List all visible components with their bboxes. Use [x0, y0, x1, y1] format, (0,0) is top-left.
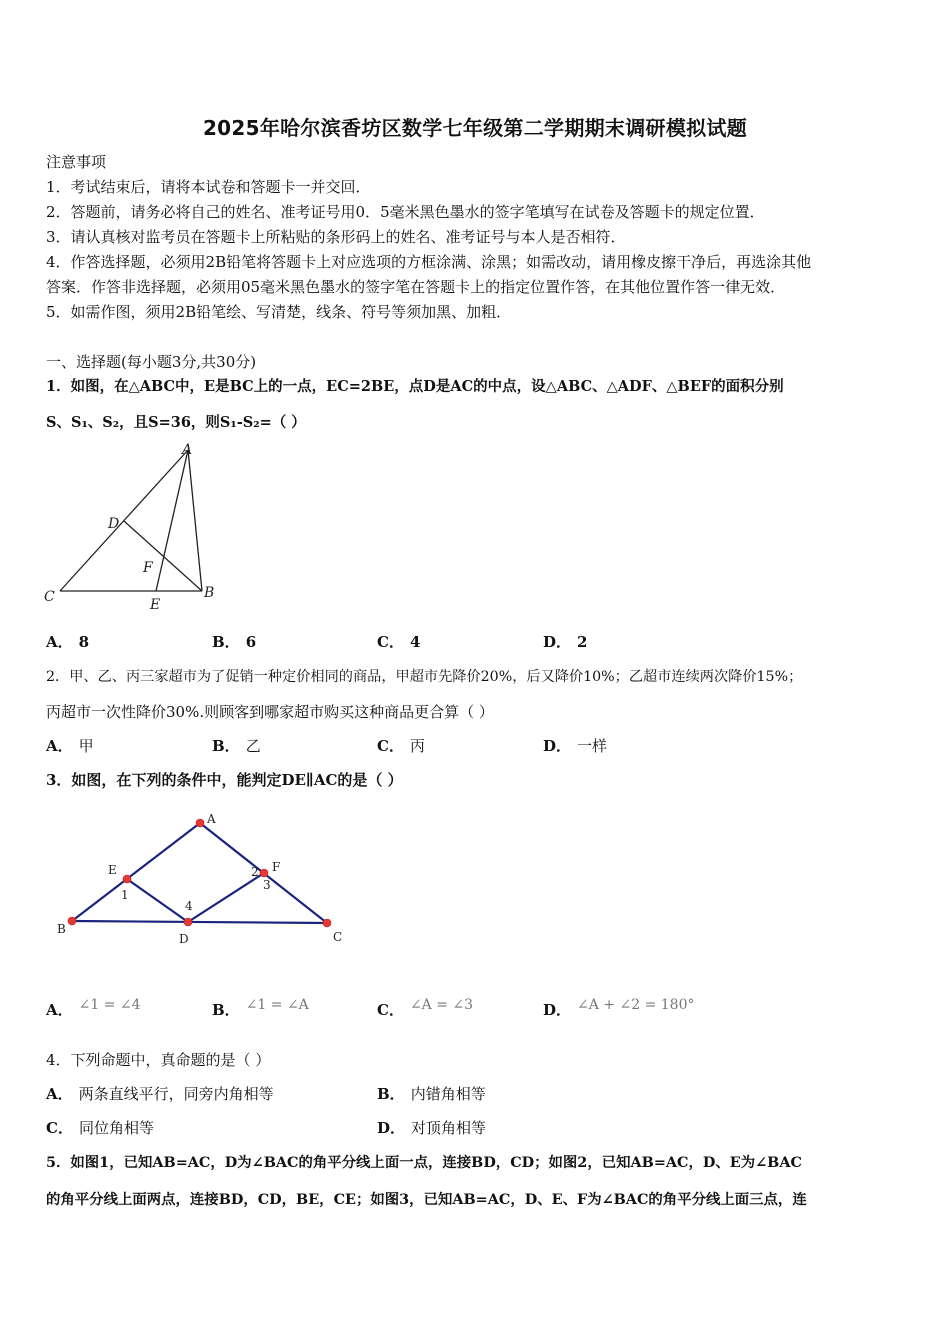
notice-item: 3．请认真核对监考员在答题卡上所粘贴的条形码上的姓名、准考证号与本人是否相符．	[46, 228, 626, 246]
q3-label-C: C	[333, 930, 343, 944]
q1-option-c[interactable]: C． 4	[377, 633, 421, 651]
q5-stem-line1: 5．如图1，已知AB=AC，D为∠BAC的角平分线上面一点，连接BD，CD；如图2，已知AB=AC，D、E为∠BAC	[46, 1154, 802, 1171]
q2-option-b[interactable]: B． 乙	[212, 737, 261, 755]
notice-heading: 注意事项	[46, 153, 107, 171]
notice-item: 5．如需作图，须用2B铅笔绘、写清楚，线条、符号等须加黑、加粗．	[46, 303, 512, 321]
q2-option-a[interactable]: A． 甲	[46, 737, 94, 755]
q3-stem: 3．如图，在下列的条件中，能判定DE∥AC的是（ ）	[46, 771, 403, 789]
q3-option-b[interactable]: B． ∠1 = ∠A	[212, 997, 309, 1019]
q3-label-n2: 2	[251, 865, 259, 879]
notice-item: 2．答题前，请务必将自己的姓名、准考证号用0．5毫米黑色墨水的签字笔填写在试卷及答题卡的规定位置．	[46, 203, 765, 221]
q2-option-d[interactable]: D． 一样	[543, 737, 608, 755]
q3-label-D: D	[179, 932, 189, 946]
q3-option-a[interactable]: A． ∠1 = ∠4	[46, 997, 141, 1019]
q4-option-d[interactable]: D． 对顶角相等	[377, 1119, 487, 1137]
q4-option-a[interactable]: A． 两条直线平行，同旁内角相等	[46, 1085, 274, 1103]
q3-label-A: A	[207, 812, 216, 826]
q1-stem-line1: 1．如图，在△ABC中，E是BC上的一点，EC=2BE，点D是AC的中点，设△ABC、△ADF、△BEF的面积分别	[46, 378, 784, 395]
q2-stem-line1: 2．甲、乙、丙三家超市为了促销一种定价相同的商品，甲超市先降价20%，后又降价10%；乙超市连续两次降价15%；	[46, 669, 803, 685]
q1-label-B: B	[204, 585, 215, 601]
q1-label-E: E	[150, 597, 161, 613]
q1-label-D: D	[108, 516, 120, 532]
q1-option-b[interactable]: B． 6	[212, 633, 257, 651]
q1-option-d[interactable]: D． 2	[543, 633, 588, 651]
q3-label-n3: 3	[263, 878, 271, 892]
q3-label-F: F	[272, 860, 281, 874]
q3-triangle-figure	[50, 810, 360, 950]
q3-label-n4: 4	[185, 899, 193, 913]
q1-stem-line2: S、S₁、S₂，且S=36，则S₁-S₂=（ ）	[46, 414, 306, 431]
q3-option-c[interactable]: C． ∠A = ∠3	[377, 997, 474, 1019]
q2-option-c[interactable]: C． 丙	[377, 737, 425, 755]
q4-option-b[interactable]: B． 内错角相等	[377, 1085, 486, 1103]
q1-label-F: F	[143, 560, 153, 576]
q1-label-C: C	[44, 589, 55, 605]
q3-label-n1: 1	[121, 888, 129, 902]
notice-item: 答案．作答非选择题，必须用05毫米黑色墨水的签字笔在答题卡上的指定位置作答，在其他位置作答一律无效．	[46, 278, 786, 296]
notice-item: 1．考试结束后，请将本试卷和答题卡一并交回．	[46, 178, 371, 196]
q3-label-E: E	[108, 863, 117, 877]
q1-option-a[interactable]: A． 8	[46, 633, 90, 651]
q2-stem-line2: 丙超市一次性降价30%.则顾客到哪家超市购买这种商品更合算（ ）	[46, 703, 494, 721]
q3-label-B: B	[57, 922, 66, 936]
q1-label-A: A	[182, 442, 193, 458]
q4-option-c[interactable]: C． 同位角相等	[46, 1119, 154, 1137]
q3-option-d[interactable]: D． ∠A + ∠2 = 180°	[543, 997, 695, 1019]
section-heading: 一、选择题(每小题3分,共30分)	[46, 353, 257, 371]
page-title: 2025年哈尔滨香坊区数学七年级第二学期期末调研模拟试题	[202, 116, 748, 140]
q4-stem: 4．下列命题中，真命题的是（ ）	[46, 1051, 271, 1069]
notice-item: 4．作答选择题，必须用2B铅笔将答题卡上对应选项的方框涂满、涂黑；如需改动，请用橡皮擦干净后，再选涂其他	[46, 253, 812, 271]
q1-triangle-figure	[38, 438, 238, 618]
q5-stem-line2: 的角平分线上面两点，连接BD，CD，BE，CE；如图3，已知AB=AC，D、E、F为∠BAC的角平分线上面三点，连	[46, 1191, 807, 1208]
